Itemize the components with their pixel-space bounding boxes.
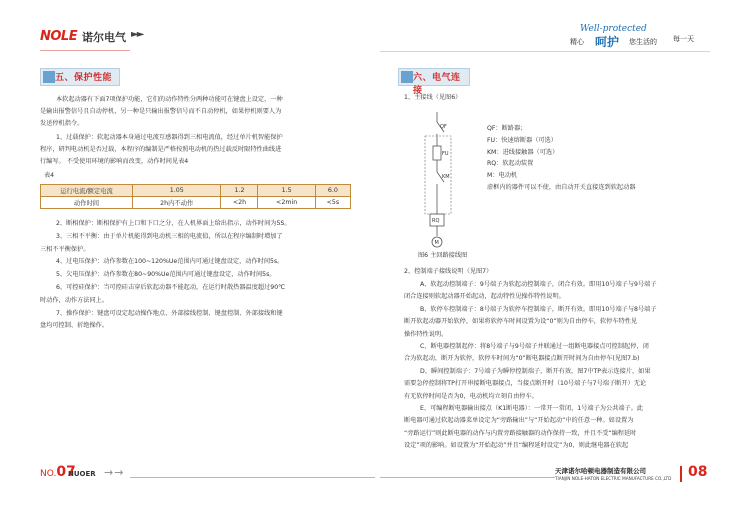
overload-line: 行编写。 不受使用环境的影响而改变，动作时间见表4 xyxy=(40,158,189,165)
table-cell: 运行电流/额定电流 xyxy=(41,185,133,197)
label-km: KM xyxy=(442,174,450,180)
list-item: 时动作，动作方法同上。 xyxy=(40,296,109,304)
table-cell: <2h xyxy=(221,197,258,209)
slogan-en: Well-protected xyxy=(580,24,647,34)
section-title-wiring xyxy=(398,68,470,96)
intro-line: 是输出报警信号且自动停机，另一种是只输出报警信号而不自动停机，如果停机则要人为 xyxy=(40,108,282,115)
label-fu: FU xyxy=(442,151,449,157)
control-line: 断开软起动器开始软停，如果将软停车时间设置为设“0”则为自由停车，软停车特性见 xyxy=(404,318,638,326)
protection-list xyxy=(40,218,360,333)
control-line: E、可编程断电器输出接点（K1断电器）：一常开一常闭，1号端子为公共端子。此 xyxy=(420,405,644,413)
slogan-part-2: 呵护 xyxy=(595,35,620,49)
list-item: 4、过电压保护：动作参数在100~120%Ue范围内可通过键盘设定，动作时间5s。 xyxy=(56,258,284,266)
slogan-part-1: 精心 xyxy=(570,38,584,46)
control-line: 需要急停控制将TP打开串接断电器接点，当接点断开时（10号端子与7号端子断开）无论 xyxy=(404,380,647,388)
table-row xyxy=(41,185,351,197)
list-item: 三相不平衡保护。 xyxy=(40,245,90,253)
table-cell: 6.0 xyxy=(315,185,350,197)
nole-logo: NOLE xyxy=(40,29,78,44)
overload-line: 程序，研判电动机是否过载，本程序的编制是严格按照电动机的热过载反时限特性曲线进 xyxy=(40,146,282,153)
table-cell: 1.05 xyxy=(133,185,221,197)
section-title-protection xyxy=(40,68,120,86)
control-line: 断电器可通过软起动器菜单设定为“旁路输出”与“开始起动”中的任意一种。如设置为 xyxy=(404,417,634,425)
footer-nuoer: NUOER xyxy=(68,470,96,478)
slogan-part-4: 每一天 xyxy=(673,35,694,43)
legend-item: RQ：软起动装置 xyxy=(487,160,534,168)
main-wiring-title: 1、主接线（见图6） xyxy=(404,94,462,101)
footer-company: 天津诺尔哈顿电器制造有限公司 xyxy=(555,467,646,475)
overload-paragraph xyxy=(40,132,360,168)
list-item: 盘均可控制、折绝操作。 xyxy=(40,322,109,330)
table-cell: <5s xyxy=(315,197,350,209)
section-title-text: 五、保护性能 xyxy=(55,73,113,83)
slogan-part-3: 您生活的 xyxy=(629,38,657,46)
legend-item: KM：进线接触器（可选） xyxy=(487,148,559,156)
intro-line: 本软起动器有下面7项保护功能，它们的动作特性分两种功能可在键盘上设定，一种 xyxy=(56,96,283,103)
control-line: 设定”项的影响。如设置为“开始起动”并且“编程延时设定”为0，则此继电器在软起 xyxy=(404,442,629,450)
table-caption: 表4 xyxy=(44,172,55,179)
page-header xyxy=(0,0,740,52)
control-line: 闭合连接则软起动器开始起动，起动特性见操作特性说明。 xyxy=(404,293,565,301)
control-line: D、瞬间控制端子：7号端子为瞬停控制端子，断开有效，图7中TP表示连接片，如果 xyxy=(420,367,651,375)
intro-line: 发送停机指令。 xyxy=(40,120,84,127)
intro-paragraph xyxy=(40,94,360,130)
control-line: A、软起动控制端子：9号端子为软起动控制端子，闭合有效。即用10号端子与9号端子 xyxy=(420,281,657,288)
list-item: 2、断相保护：断相保护有上口和下口之分，在人机界面上给出指示，动作时间为5S。 xyxy=(56,220,291,227)
legend-item: FU：快速熔断器（可选） xyxy=(487,136,557,144)
control-line: “旁路运行”则此断电器的动作与内置旁路接触器的动作保持一致，并且不受“编程延时 xyxy=(404,429,637,437)
header-rule-right xyxy=(380,51,710,52)
footer-company-en: TIANJIN NOLE-HATON ELECTRIC MANUFACTURE CO.,LTD xyxy=(555,476,672,481)
label-qf: QF xyxy=(440,124,447,130)
main-circuit-diagram xyxy=(420,112,480,252)
table-cell: 动作时间 xyxy=(41,197,133,209)
table-row xyxy=(41,197,351,209)
control-terminal-text xyxy=(404,279,724,453)
control-terminal-title: 2、控制端子接线说明（见图7） xyxy=(404,268,493,275)
section-title-text: 六、电气连接 xyxy=(413,73,461,96)
control-line: 操作特性说明。 xyxy=(404,330,448,338)
overload-line: 1、过载保护：软起动器本身通过电流互感器得到三相电流值，经过单片机智能保护 xyxy=(56,134,283,141)
footer-rule-right xyxy=(380,477,555,478)
control-line: 有无软停时间是否为0，电动机均立刻自由停车。 xyxy=(404,392,538,400)
label-rq: RQ xyxy=(432,218,440,224)
legend-item: M：电动机 xyxy=(487,172,518,180)
diagram-legend xyxy=(487,123,717,194)
list-item: 6、可控硅保护：当可控硅击穿后软起动器不能起动，在运行时散热器温度超过90℃ xyxy=(56,283,286,291)
legend-item: QF：断路器； xyxy=(487,125,527,132)
figure-caption: 图6 主回路接线图 xyxy=(418,252,468,259)
table-cell: <2min xyxy=(258,197,315,209)
footer-arrows-icon: →→ xyxy=(104,466,125,479)
footer-rule-left xyxy=(130,477,375,478)
right-page-number: 08 xyxy=(688,464,708,480)
page-number-text: 07 xyxy=(56,464,76,480)
page-prefix: NO. xyxy=(40,469,57,479)
header-rule-left xyxy=(40,50,130,51)
header-arrows-icon: ►► xyxy=(131,29,143,40)
section-marker-icon xyxy=(401,71,413,83)
control-line: B、软停车控制端子：8号端子为软停车控制端子，断开有效。即用10号端子与8号端子 xyxy=(420,305,657,313)
control-line: 合为软起动，断开为软停，软停车时间为“0”断电器接点断开时间为自由停车(见图7.b) xyxy=(404,355,640,363)
list-item: 3、三相不平衡：由于单片机能得到电动机三相的电流值，所以在程序编制时增加了 xyxy=(56,232,283,240)
table-cell: 2h内不动作 xyxy=(133,197,221,209)
label-motor: M xyxy=(434,240,439,246)
legend-item: 虚框内的器件可以不使，由自动开关直接连到软起动器 xyxy=(487,183,636,191)
brand-name: 诺尔电气 xyxy=(82,31,126,44)
table-cell: 1.2 xyxy=(221,185,258,197)
footer-divider xyxy=(680,466,682,482)
table-cell: 1.5 xyxy=(258,185,315,197)
section-marker-icon xyxy=(43,71,55,83)
list-item: 5、欠电压保护：动作参数在80~90%Ue范围内可通过键盘设定，动作时间5s。 xyxy=(56,271,276,279)
slogan xyxy=(570,26,710,48)
overload-table xyxy=(40,184,351,209)
control-line: C、断电器控制起停：将8号端子与9号端子并联通过一组断电器接点可控制起停，闭 xyxy=(420,343,649,351)
list-item: 7、操作保护：键盘可设定起动操作地点、外部接线控制、键盘控制、外部接线和键 xyxy=(56,309,283,317)
